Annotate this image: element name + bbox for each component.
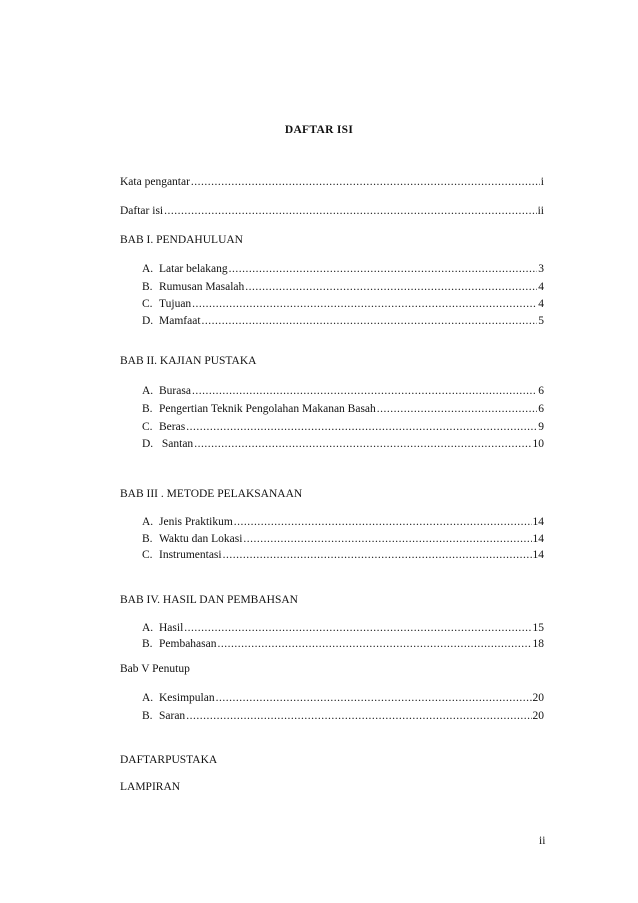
item-letter: B.	[142, 710, 153, 722]
item-letter: C.	[142, 549, 153, 561]
chapter-heading-bab1: BAB I. PENDAHULUAN	[120, 234, 243, 246]
item-text: Mamfaat	[159, 315, 201, 327]
toc-item	[142, 620, 544, 636]
item-letter: A.	[142, 516, 154, 528]
item-page: 14	[532, 533, 544, 545]
item-text: Tujuan	[159, 298, 192, 310]
toc-lampiran: LAMPIRAN	[120, 781, 181, 793]
toc-entry-page: i	[540, 176, 544, 188]
dot-leader	[223, 547, 532, 563]
item-page: 9	[538, 421, 544, 433]
item-text: Instrumentasi	[159, 549, 222, 561]
dot-leader	[184, 620, 531, 636]
item-page: 14	[532, 549, 544, 561]
dot-leader	[377, 401, 537, 417]
dot-leader	[186, 708, 531, 724]
item-text: Santan	[159, 438, 194, 450]
item-letter: B.	[142, 281, 153, 293]
chapter-heading-bab5: Bab V Penutup	[120, 663, 190, 675]
toc-item	[142, 690, 544, 706]
item-page: 20	[532, 710, 544, 722]
item-letter: B.	[142, 403, 153, 415]
item-letter: A.	[142, 692, 154, 704]
item-page: 4	[538, 298, 544, 310]
dot-leader	[217, 636, 531, 652]
page-number: ii	[539, 835, 546, 847]
item-letter: C.	[142, 298, 153, 310]
dot-leader	[234, 514, 532, 530]
toc-entry-page: ii	[537, 205, 544, 217]
chapter-heading-bab3: BAB III . METODE PELAKSANAAN	[120, 488, 303, 500]
chapter-heading-bab4: BAB IV. HASIL DAN PEMBAHSAN	[120, 594, 298, 606]
dot-leader	[164, 203, 537, 219]
dot-leader	[192, 383, 537, 399]
item-letter: B.	[142, 533, 153, 545]
item-page: 14	[532, 516, 544, 528]
dot-leader	[243, 531, 531, 547]
item-page: 6	[538, 403, 544, 415]
item-letter: A.	[142, 263, 154, 275]
toc-item	[142, 313, 544, 329]
item-page: 3	[538, 263, 544, 275]
toc-item	[142, 514, 544, 530]
item-page: 6	[538, 385, 544, 397]
item-letter: D.	[142, 315, 154, 327]
item-page: 15	[532, 622, 544, 634]
dot-leader	[229, 261, 538, 277]
toc-daftar-pustaka: DAFTARPUSTAKA	[120, 754, 218, 766]
item-page: 5	[538, 315, 544, 327]
toc-item	[142, 708, 544, 724]
dot-leader	[202, 313, 538, 329]
toc-item	[142, 636, 544, 652]
item-page: 4	[538, 281, 544, 293]
dot-leader	[194, 436, 531, 452]
toc-item	[142, 401, 544, 417]
item-text: Kesimpulan	[159, 692, 215, 704]
toc-item	[142, 547, 544, 563]
dot-leader	[186, 419, 537, 435]
item-letter: B.	[142, 638, 153, 650]
toc-item	[142, 261, 544, 277]
item-page: 20	[532, 692, 544, 704]
toc-item	[142, 531, 544, 547]
item-text: Saran	[159, 710, 186, 722]
toc-item	[142, 296, 544, 312]
item-letter: C.	[142, 421, 153, 433]
dot-leader	[191, 174, 540, 190]
toc-entry-daftar-isi	[120, 203, 544, 219]
toc-item	[142, 419, 544, 435]
item-text: Hasil	[159, 622, 184, 634]
toc-entry-kata-pengantar	[120, 174, 544, 190]
item-text: Pembahasan	[159, 638, 217, 650]
toc-entry-text: Daftar isi	[120, 205, 164, 217]
page-title: DAFTAR ISI	[284, 124, 354, 136]
item-page: 18	[532, 638, 544, 650]
item-letter: D.	[142, 438, 154, 450]
dot-leader	[192, 296, 537, 312]
item-text: Burasa	[159, 385, 191, 397]
dot-leader	[216, 690, 532, 706]
item-letter: A.	[142, 385, 154, 397]
item-text: Rumusan Masalah	[159, 281, 245, 293]
toc-item	[142, 383, 544, 399]
item-text: Latar belakang	[159, 263, 228, 275]
toc-item	[142, 279, 544, 295]
dot-leader	[245, 279, 537, 295]
item-text: Pengertian Teknik Pengolahan Makanan Basah	[159, 403, 376, 415]
item-text: Jenis Praktikum	[159, 516, 233, 528]
chapter-heading-bab2: BAB II. KAJIAN PUSTAKA	[120, 355, 257, 367]
toc-entry-text: Kata pengantar	[120, 176, 190, 188]
item-text: Beras	[159, 421, 186, 433]
item-text: Waktu dan Lokasi	[159, 533, 243, 545]
item-letter: A.	[142, 622, 154, 634]
toc-item	[142, 436, 544, 452]
item-page: 10	[532, 438, 544, 450]
